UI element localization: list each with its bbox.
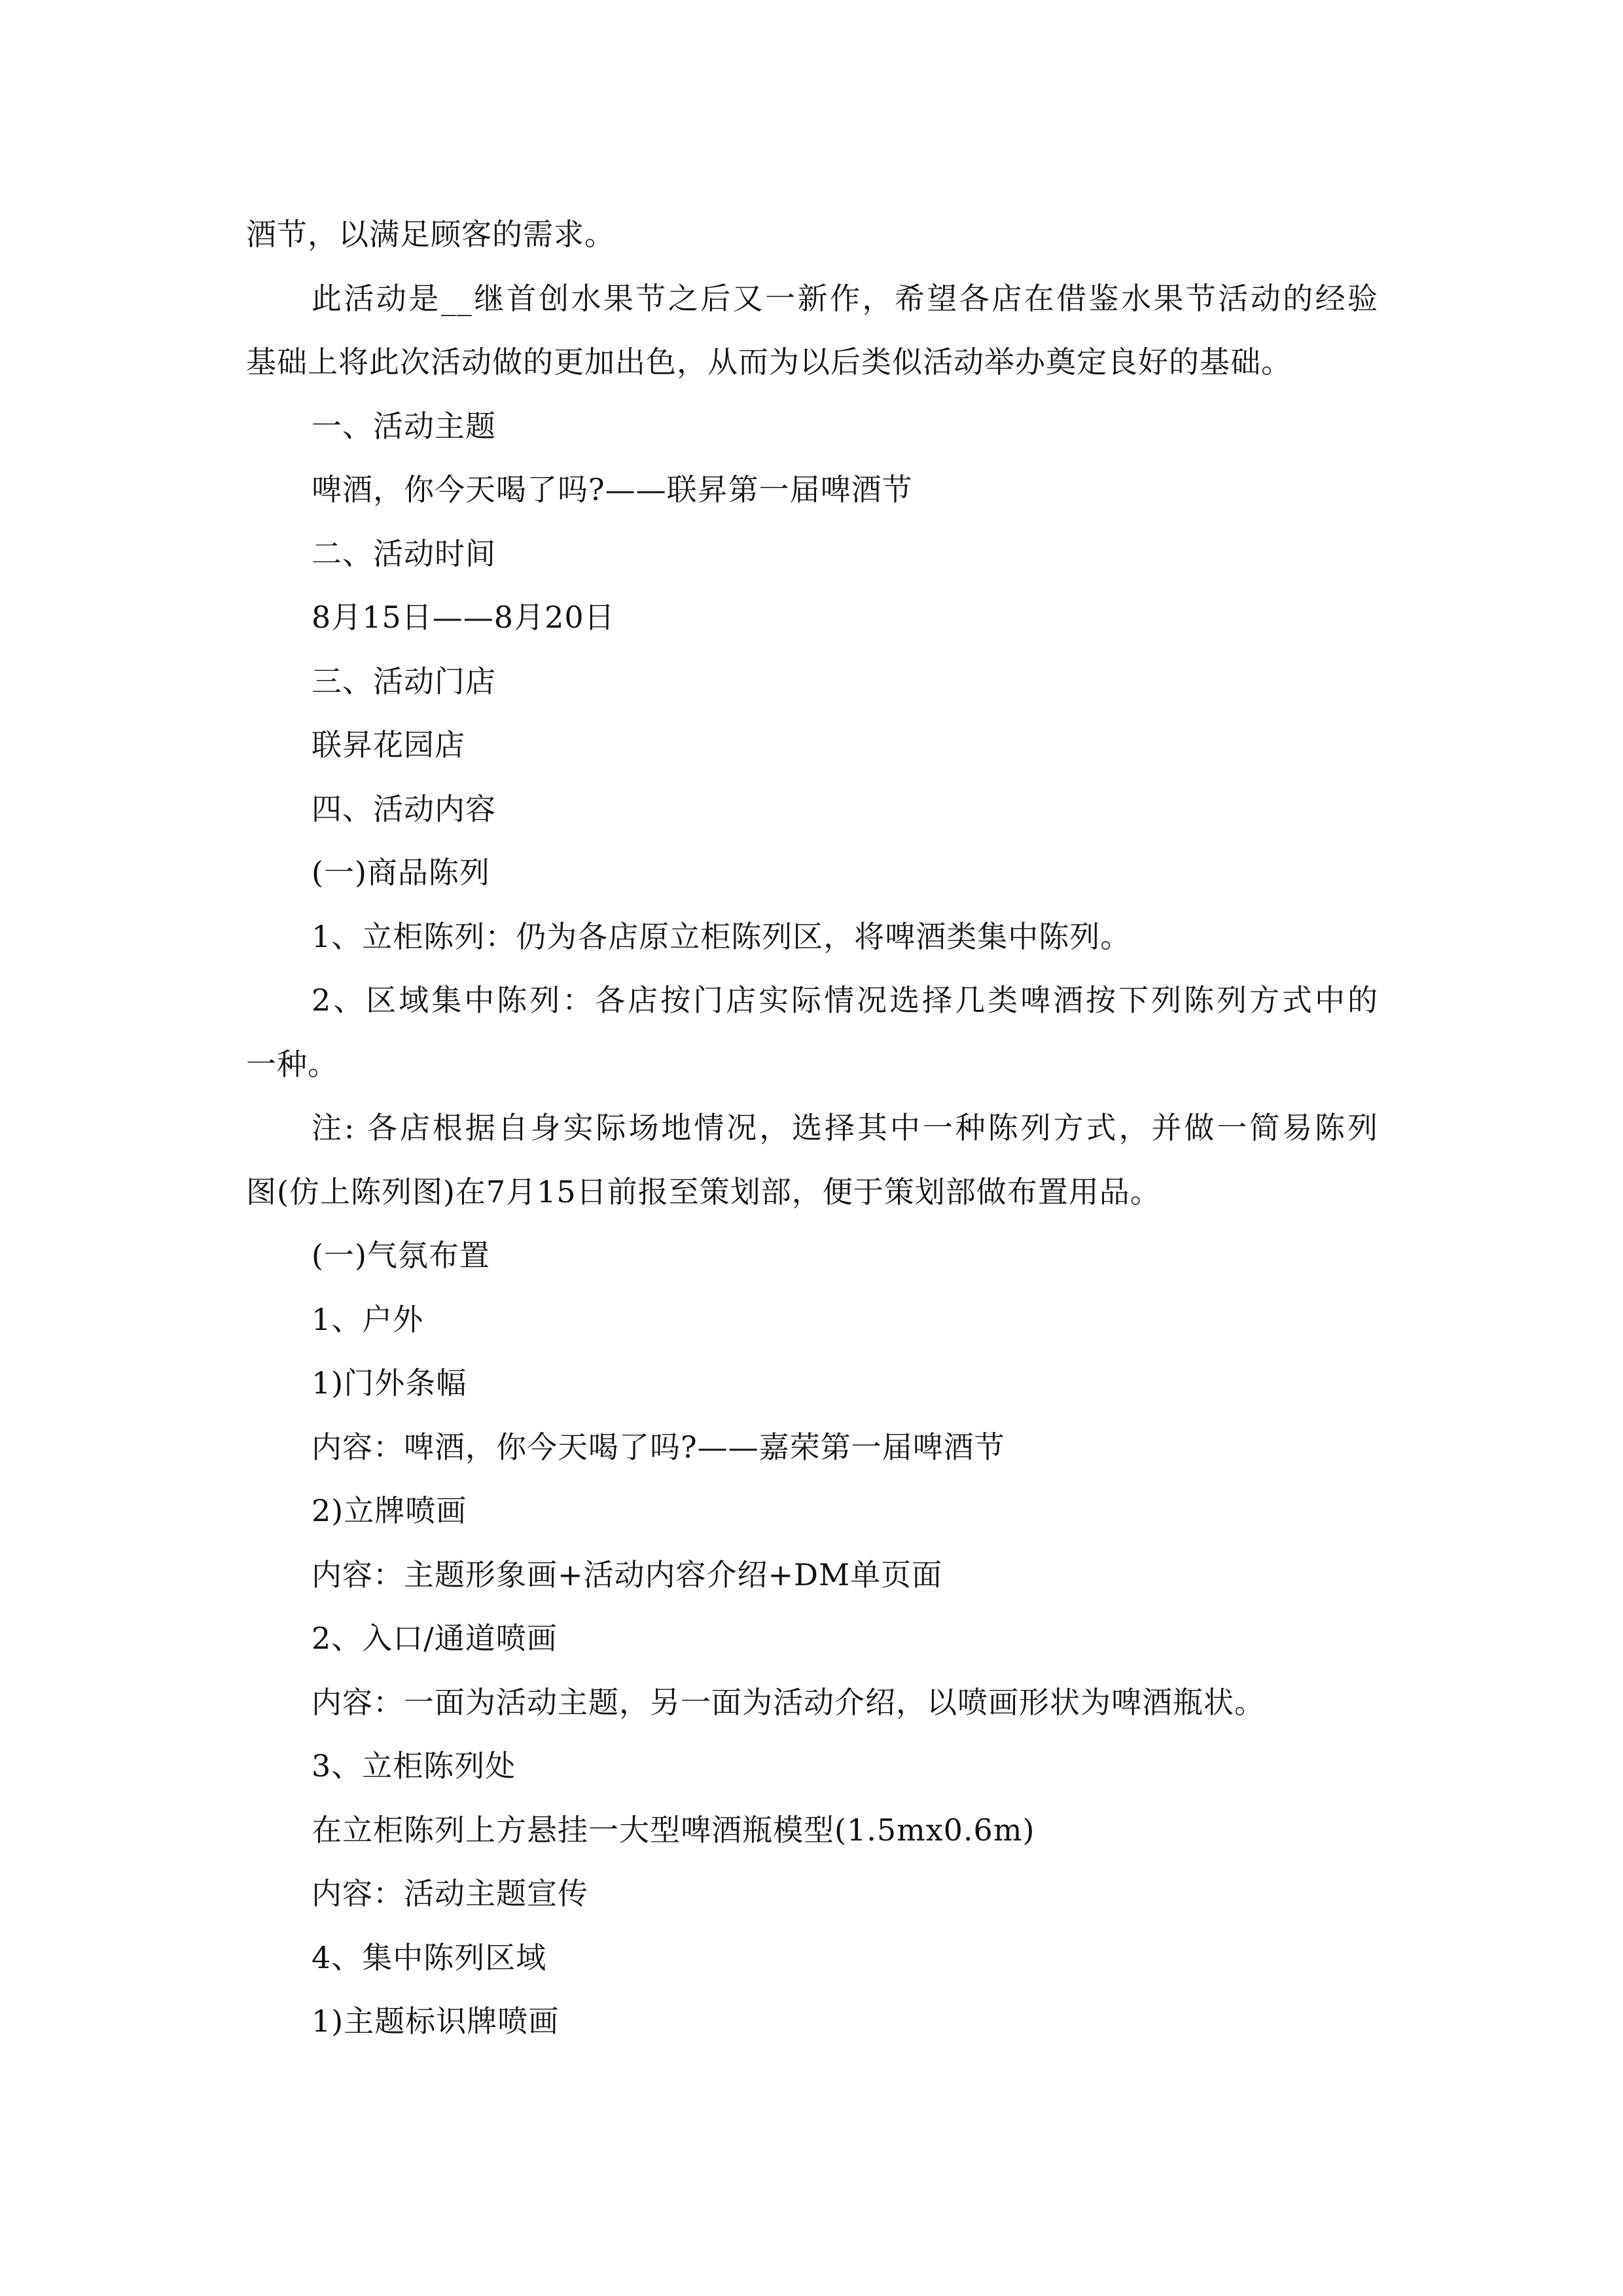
list-item: 在立柜陈列上方悬挂一大型啤酒瓶模型(1.5mx0.6m) xyxy=(312,1812,1035,1848)
list-item: 内容：主题形象画+活动内容介绍+DM单页面 xyxy=(312,1556,943,1592)
list-item: 1)主题标识牌喷画 xyxy=(312,2003,560,2039)
list-item: 2)立牌喷画 xyxy=(312,1493,467,1528)
display-item: 1、立柜陈列：仍为各店原立柜陈列区，将啤酒类集中陈列。 xyxy=(312,918,1132,954)
note-text-continuation: 图(仿上陈列图)在7月15日前报至策划部，便于策划部做布置用品。 xyxy=(246,1174,1161,1210)
section-heading-content: 四、活动内容 xyxy=(312,791,496,827)
theme-text: 啤酒，你今天喝了吗?——联昇第一届啤酒节 xyxy=(312,472,913,507)
list-item: 4、集中陈列区域 xyxy=(312,1939,547,1975)
subsection-heading-display: (一)商品陈列 xyxy=(312,855,490,890)
section-heading-theme: 一、活动主题 xyxy=(312,408,496,444)
store-text: 联昇花园店 xyxy=(312,727,465,762)
list-item: 3、立柜陈列处 xyxy=(312,1748,516,1784)
list-item: 内容：一面为活动主题，另一面为活动介绍，以喷画形状为啤酒瓶状。 xyxy=(312,1684,1265,1720)
list-item: 内容：活动主题宣传 xyxy=(312,1876,588,1911)
section-heading-time: 二、活动时间 xyxy=(312,535,496,571)
display-item-continuation: 一种。 xyxy=(246,1046,338,1082)
list-item: 内容：啤酒，你今天喝了吗?——嘉荣第一届啤酒节 xyxy=(312,1429,1005,1465)
list-item: 1)门外条幅 xyxy=(312,1365,467,1401)
paragraph-intro-line: 此活动是__继首创水果节之后又一新作，希望各店在借鉴水果节活动的经验 xyxy=(312,280,1378,316)
list-item: 2、入口/通道喷画 xyxy=(312,1621,558,1656)
paragraph-continuation: 酒节，以满足顾客的需求。 xyxy=(246,217,615,252)
display-item: 2、区域集中陈列：各店按门店实际情况选择几类啤酒按下列陈列方式中的 xyxy=(312,982,1378,1018)
note-text: 注: 各店根据自身实际场地情况，选择其中一种陈列方式，并做一简易陈列 xyxy=(312,1110,1378,1145)
document-body xyxy=(246,203,1378,2054)
section-heading-store: 三、活动门店 xyxy=(312,663,496,699)
time-text: 8月15日——8月20日 xyxy=(312,600,615,635)
paragraph-intro-line: 基础上将此次活动做的更加出色，从而为以后类似活动举办奠定良好的基础。 xyxy=(246,344,1292,380)
subsection-heading-atmosphere: (一)气氛布置 xyxy=(312,1238,490,1273)
list-item: 1、户外 xyxy=(312,1301,424,1337)
